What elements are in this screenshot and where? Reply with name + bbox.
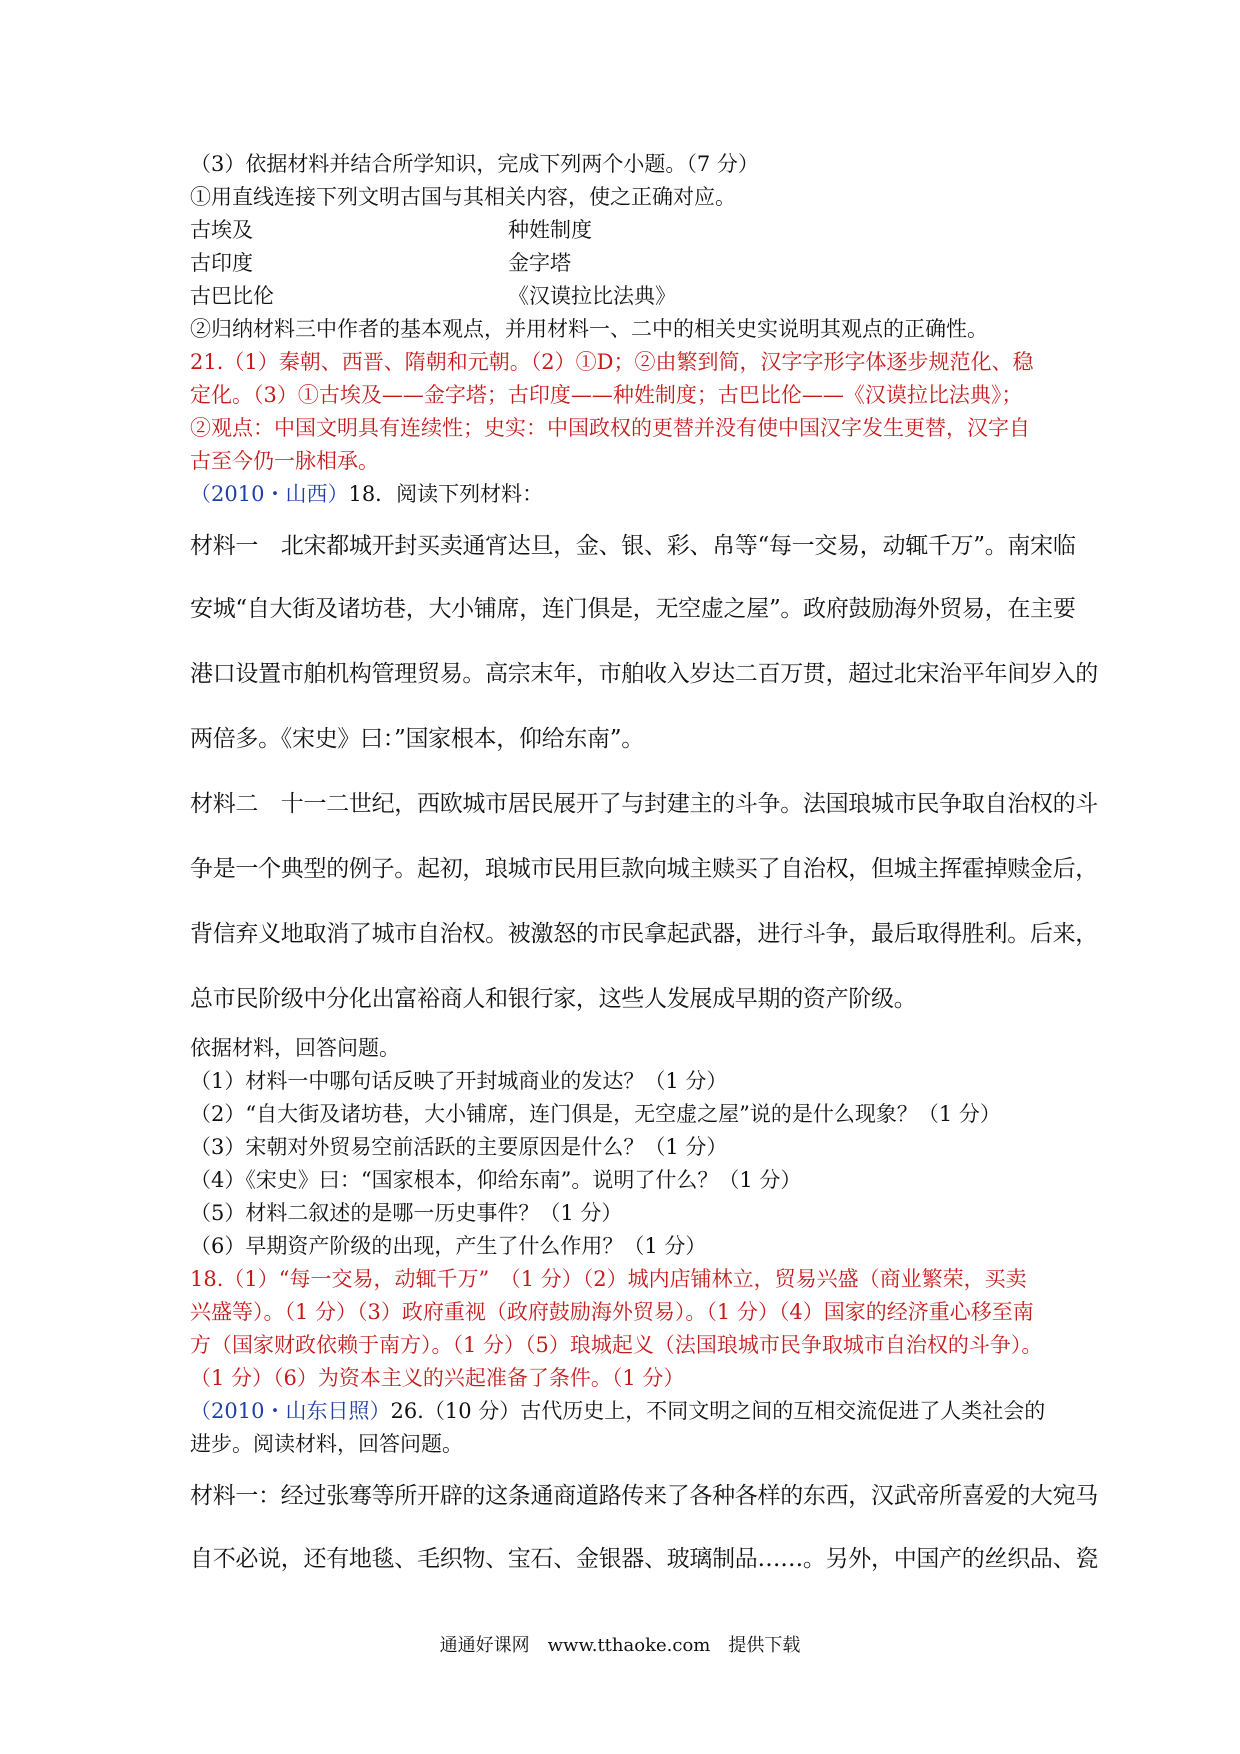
material-line: 安城“自大街及诸坊巷，大小铺席，连门俱是，无空虚之屋”。政府鼓励海外贸易，在主要 — [190, 596, 1076, 622]
match-right: 金字塔 — [508, 251, 571, 275]
material-line: 港口设置市舶机构管理贸易。高宗末年，市舶收入岁达二百万贯，超过北宋治平年间岁入的 — [190, 661, 1099, 687]
source-label: （2010・山西） — [190, 482, 349, 506]
match-left: 古埃及 — [190, 218, 253, 242]
question-item: （3）宋朝对外贸易空前活跃的主要原因是什么？（1 分） — [190, 1135, 728, 1159]
answer-line: 18.（1）“每一交易，动辄千万” （1 分）（2）城内店铺林立，贸易兴盛（商业繁荣，买卖 — [190, 1267, 1027, 1291]
question-item: （1）材料一中哪句话反映了开封城商业的发达？（1 分） — [190, 1069, 728, 1093]
question-26-heading — [190, 1395, 1070, 1428]
answer-line: 方（国家财政依赖于南方）。（1 分）（5）琅城起义（法国琅城市民争取城市自治权的斗争）。 — [190, 1333, 1043, 1357]
question-item: （6）早期资产阶级的出现，产生了什么作用？（1 分） — [190, 1234, 707, 1258]
source-label: （2010・山东日照） — [190, 1399, 391, 1423]
answer-line: ②观点：中国文明具有连续性；史实：中国政权的更替并没有使中国汉字发生更替，汉字自 — [190, 416, 1030, 440]
heading-text: 18．阅读下列材料： — [348, 482, 544, 506]
material-line: 自不必说，还有地毯、毛织物、宝石、金银器、玻璃制品……。另外，中国产的丝织品、瓷 — [190, 1546, 1099, 1572]
material-line: 背信弃义地取消了城市自治权。被激怒的市民拿起武器，进行斗争，最后取得胜利。后来， — [190, 921, 1099, 947]
page-footer: 通通好课网 www.tthaoke.com 提供下载 — [439, 1635, 801, 1656]
question-3-part-2: ②归纳材料三中作者的基本观点，并用材料一、二中的相关史实说明其观点的正确性。 — [190, 317, 988, 341]
match-row — [190, 280, 1070, 313]
answer-line: （1 分）（6）为资本主义的兴起准备了条件。（1 分） — [190, 1366, 685, 1390]
question-item: （2）“自大街及诸坊巷，大小铺席，连门俱是，无空虚之屋”说的是什么现象？（1 分） — [190, 1102, 1001, 1126]
answer-line: 古至今仍一脉相承。 — [190, 449, 379, 473]
answer-line: 21.（1）秦朝、西晋、隋朝和元朝。（2）①D；②由繁到简，汉字字形字体逐步规范化、稳 — [190, 350, 1034, 374]
match-left: 古印度 — [190, 251, 253, 275]
question-prompt: 依据材料，回答问题。 — [190, 1036, 400, 1060]
question-26-heading-continued: 进步。阅读材料，回答问题。 — [190, 1432, 463, 1456]
material-line: 材料二 十一二世纪，西欧城市居民展开了与封建主的斗争。法国琅城市民争取自治权的斗 — [190, 791, 1099, 817]
material-line: 材料一：经过张骞等所开辟的这条通商道路传来了各种各样的东西，汉武帝所喜爱的大宛马 — [190, 1483, 1099, 1509]
question-item: （4）《宋史》曰：“国家根本，仰给东南”。说明了什么？（1 分） — [190, 1168, 802, 1192]
material-line: 总市民阶级中分化出富裕商人和银行家，这些人发展成早期的资产阶级。 — [190, 986, 917, 1012]
match-right: 《汉谟拉比法典》 — [508, 284, 676, 308]
material-line: 材料一 北宋都城开封买卖通宵达旦，金、银、彩、帛等“每一交易，动辄千万”。南宋临 — [190, 533, 1076, 559]
page-content — [190, 148, 1099, 1592]
heading-text: 26.（10 分）古代历史上，不同文明之间的互相交流促进了人类社会的 — [390, 1399, 1046, 1423]
match-row — [190, 214, 1070, 247]
question-3-intro: （3）依据材料并结合所学知识，完成下列两个小题。（7 分） — [190, 152, 759, 176]
match-left: 古巴比伦 — [190, 284, 274, 308]
question-3-part-1: ①用直线连接下列文明古国与其相关内容，使之正确对应。 — [190, 185, 736, 209]
match-row — [190, 247, 1070, 280]
answer-line: 定化。（3）①古埃及——金字塔；古印度——种姓制度；古巴比伦——《汉谟拉比法典》； — [190, 383, 1023, 407]
material-line: 两倍多。《宋史》曰：”国家根本，仰给东南”。 — [190, 726, 644, 752]
answer-line: 兴盛等）。（1 分）（3）政府重视（政府鼓励海外贸易）。（1 分）（4）国家的经济重心移至南 — [190, 1300, 1034, 1324]
question-18-heading — [190, 478, 1070, 511]
match-right: 种姓制度 — [508, 218, 592, 242]
question-item: （5）材料二叙述的是哪一历史事件？（1 分） — [190, 1201, 623, 1225]
material-line: 争是一个典型的例子。起初，琅城市民用巨款向城主赎买了自治权，但城主挥霍掉赎金后， — [190, 856, 1099, 882]
